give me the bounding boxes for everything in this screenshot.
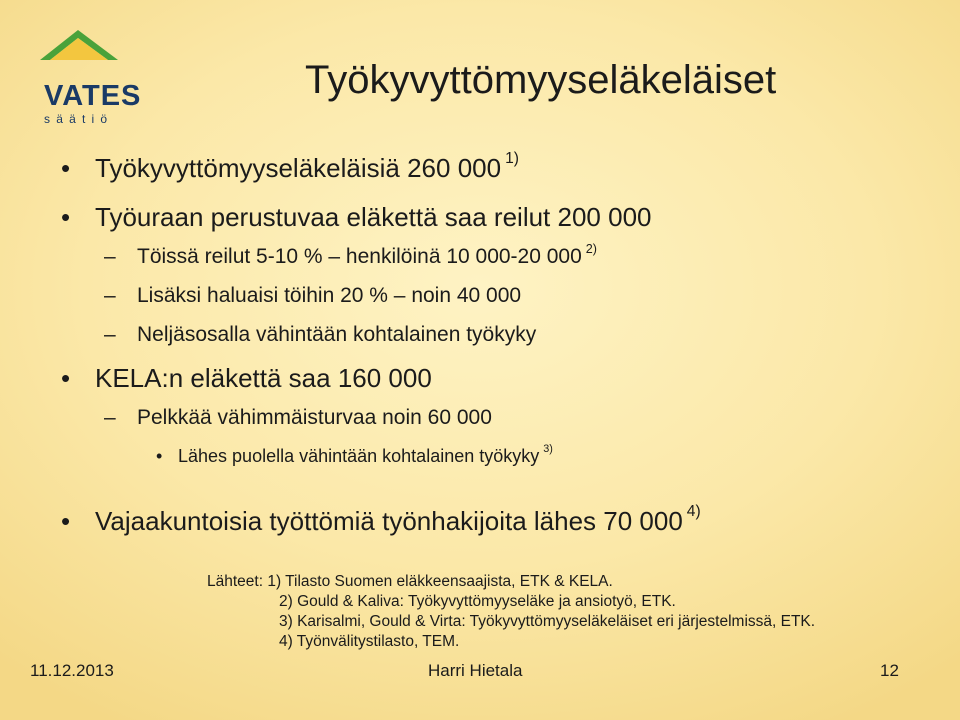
bullet-dot-icon: • xyxy=(61,363,71,393)
source-line: 4) Työnvälitystilasto, TEM. xyxy=(279,633,460,650)
logo-name: VATES xyxy=(44,80,142,112)
bullet-item: • Työkyvyttömyyseläkeläisiä 260 000 $^{1)}$ xyxy=(61,150,519,183)
sub-bullet-item: – Töissä reilut 5-10 % – henkilöinä 10 000-20 000 $^{2)}$ xyxy=(104,242,597,268)
dash-icon: – xyxy=(104,323,116,346)
bullet-item: • Työuraan perustuvaa eläkettä saa reilut 200 000 xyxy=(61,202,652,232)
sub-bullet-item: – Pelkkää vähimmäisturvaa noin 60 000 xyxy=(104,406,492,429)
bullet-dot-icon: • xyxy=(61,202,71,232)
slide-title: Työkyvyttömyyseläkeläiset xyxy=(305,58,777,102)
footer-author: Harri Hietala xyxy=(428,661,523,680)
source-line: 3) Karisalmi, Gould & Virta: Työkyvyttömyyseläkeläiset eri järjestelmissä, ETK. xyxy=(279,613,816,630)
dash-icon: – xyxy=(104,245,116,268)
bullet-dot-icon: • xyxy=(156,446,163,466)
vates-logo xyxy=(28,22,142,132)
sub-bullet-item: – Neljäsosalla vähintään kohtalainen työkyky xyxy=(104,323,537,346)
source-line: 2) Gould & Kaliva: Työkyvyttömyyseläke ja ansiotyö, ETK. xyxy=(279,593,676,610)
bullet-dot-icon: • xyxy=(61,506,71,536)
dash-icon: – xyxy=(104,284,116,307)
roof-icon xyxy=(28,22,138,82)
bullet-item: • Vajaakuntoisia työttömiä työnhakijoita lähes 70 000 $^{4)}$ xyxy=(61,503,701,536)
sources-block xyxy=(207,572,815,652)
logo-subtitle: säätiö xyxy=(44,112,114,126)
bullet-item: • KELA:n eläkettä saa 160 000 xyxy=(61,363,432,393)
sub-bullet-item: – Lisäksi haluaisi töihin 20 % – noin 40 000 xyxy=(104,284,522,307)
footer-page-number: 12 xyxy=(880,661,899,680)
bullet-dot-icon: • xyxy=(61,153,71,183)
sub-sub-bullet-item: • Lähes puolella vähintään kohtalainen työkyky $^{3)}$ xyxy=(156,443,553,466)
source-line: Lähteet: 1) Tilasto Suomen eläkkeensaajista, ETK & KELA. xyxy=(207,573,613,590)
footer-date: 11.12.2013 xyxy=(30,661,114,680)
dash-icon: – xyxy=(104,406,116,429)
